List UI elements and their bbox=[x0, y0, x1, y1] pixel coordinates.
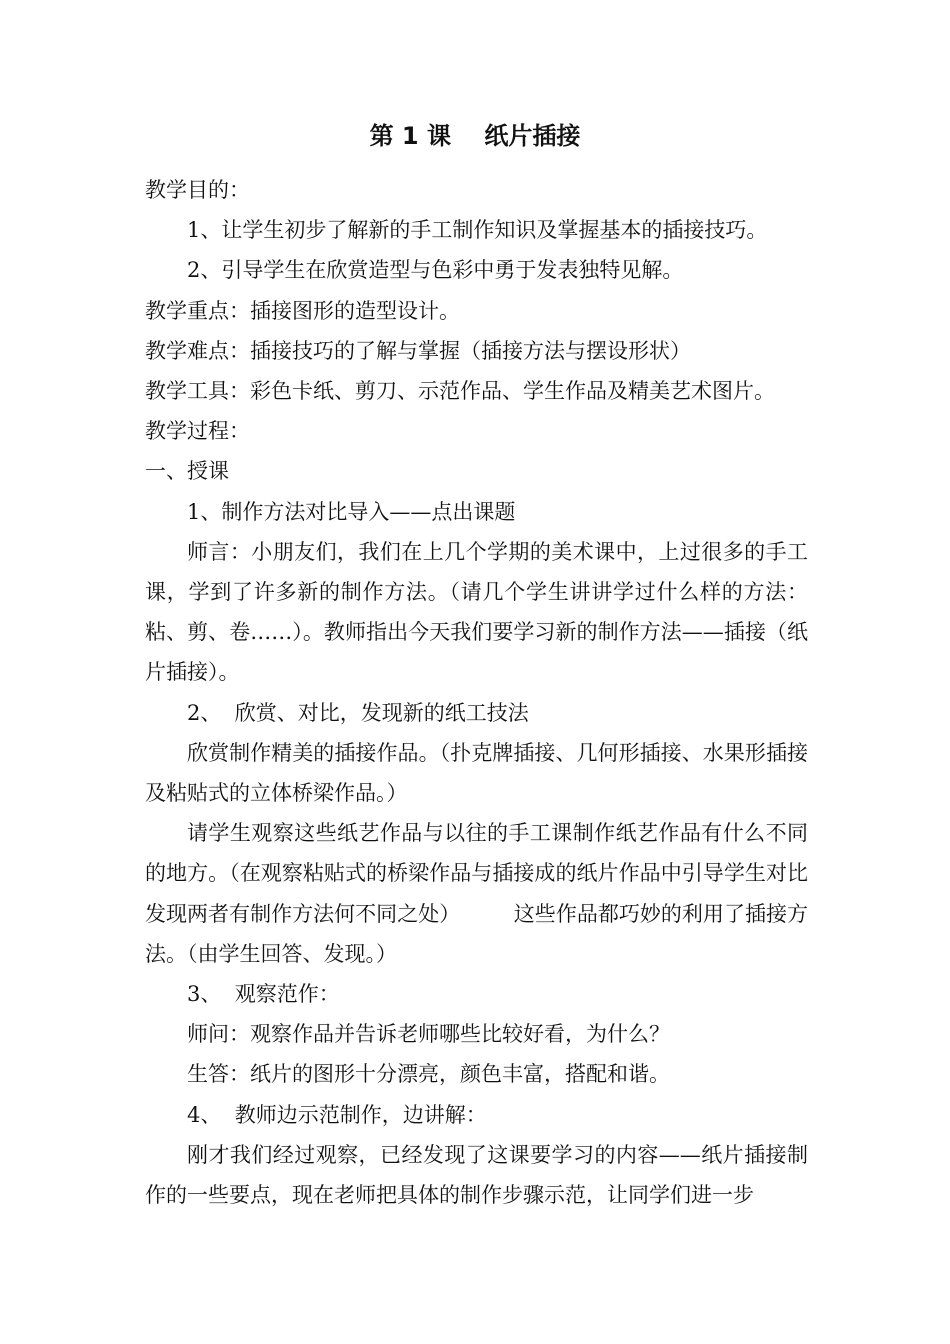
teaching-tools: 教学工具：彩色卡纸、剪刀、示范作品、学生作品及精美艺术图片。 bbox=[145, 379, 775, 404]
step-heading-2: 2、 欣赏、对比，发现新的纸工技法 bbox=[187, 700, 529, 725]
paragraph-teacher-question: 师问：观察作品并告诉老师哪些比较好看，为什么？ bbox=[187, 1022, 670, 1047]
paragraph-student-answer: 生答：纸片的图形十分漂亮，颜色丰富，搭配和谐。 bbox=[187, 1062, 670, 1087]
objective-item-2: 2、引导学生在欣赏造型与色彩中勇于发表独特见解。 bbox=[187, 258, 684, 283]
teaching-focus: 教学重点：插接图形的造型设计。 bbox=[145, 298, 460, 323]
paragraph-teacher-intro: 师言：小朋友们，我们在上几个学期的美术课中，上过很多的手工课，学到了许多新的制作方法。（请几个学生讲讲学过什么样的方法：粘、剪、卷……）。教师指出今天我们要学习新的制作方法——插接（纸片插接）。 bbox=[145, 539, 808, 685]
step-heading-3: 3、 观察范作： bbox=[187, 982, 340, 1007]
section-heading-process: 教学过程： bbox=[145, 419, 250, 444]
step-heading-4: 4、 教师边示范制作，边讲解： bbox=[187, 1102, 487, 1127]
teaching-difficulty: 教学难点：插接技巧的了解与掌握（插接方法与摆设形状） bbox=[145, 338, 691, 363]
paragraph-appreciate: 欣赏制作精美的插接作品。（扑克牌插接、几何形插接、水果形插接及粘贴式的立体桥梁作品。） bbox=[145, 740, 808, 806]
section-heading-lecture: 一、授课 bbox=[145, 459, 229, 484]
document-body bbox=[145, 170, 808, 1215]
section-heading-objectives: 教学目的： bbox=[145, 178, 250, 202]
paragraph-demonstration: 刚才我们经过观察，已经发现了这课要学习的内容——纸片插接制作的一些要点，现在老师把具体的制作步骤示范，让同学们进一步 bbox=[145, 1142, 808, 1208]
objective-item-1: 1、让学生初步了解新的手工制作知识及掌握基本的插接技巧。 bbox=[187, 218, 768, 243]
page-title: 第 1 课 纸片插接 bbox=[369, 122, 581, 150]
step-heading-1: 1、制作方法对比导入——点出课题 bbox=[187, 499, 516, 524]
paragraph-observe: 请学生观察这些纸艺作品与以往的手工课制作纸艺作品有什么不同的地方。（在观察粘贴式的桥梁作品与插接成的纸片作品中引导学生对比发现两者有制作方法何不同之处） 这些作品都巧妙的利用了插接方法。（由学生回答、发现。） bbox=[145, 821, 808, 966]
